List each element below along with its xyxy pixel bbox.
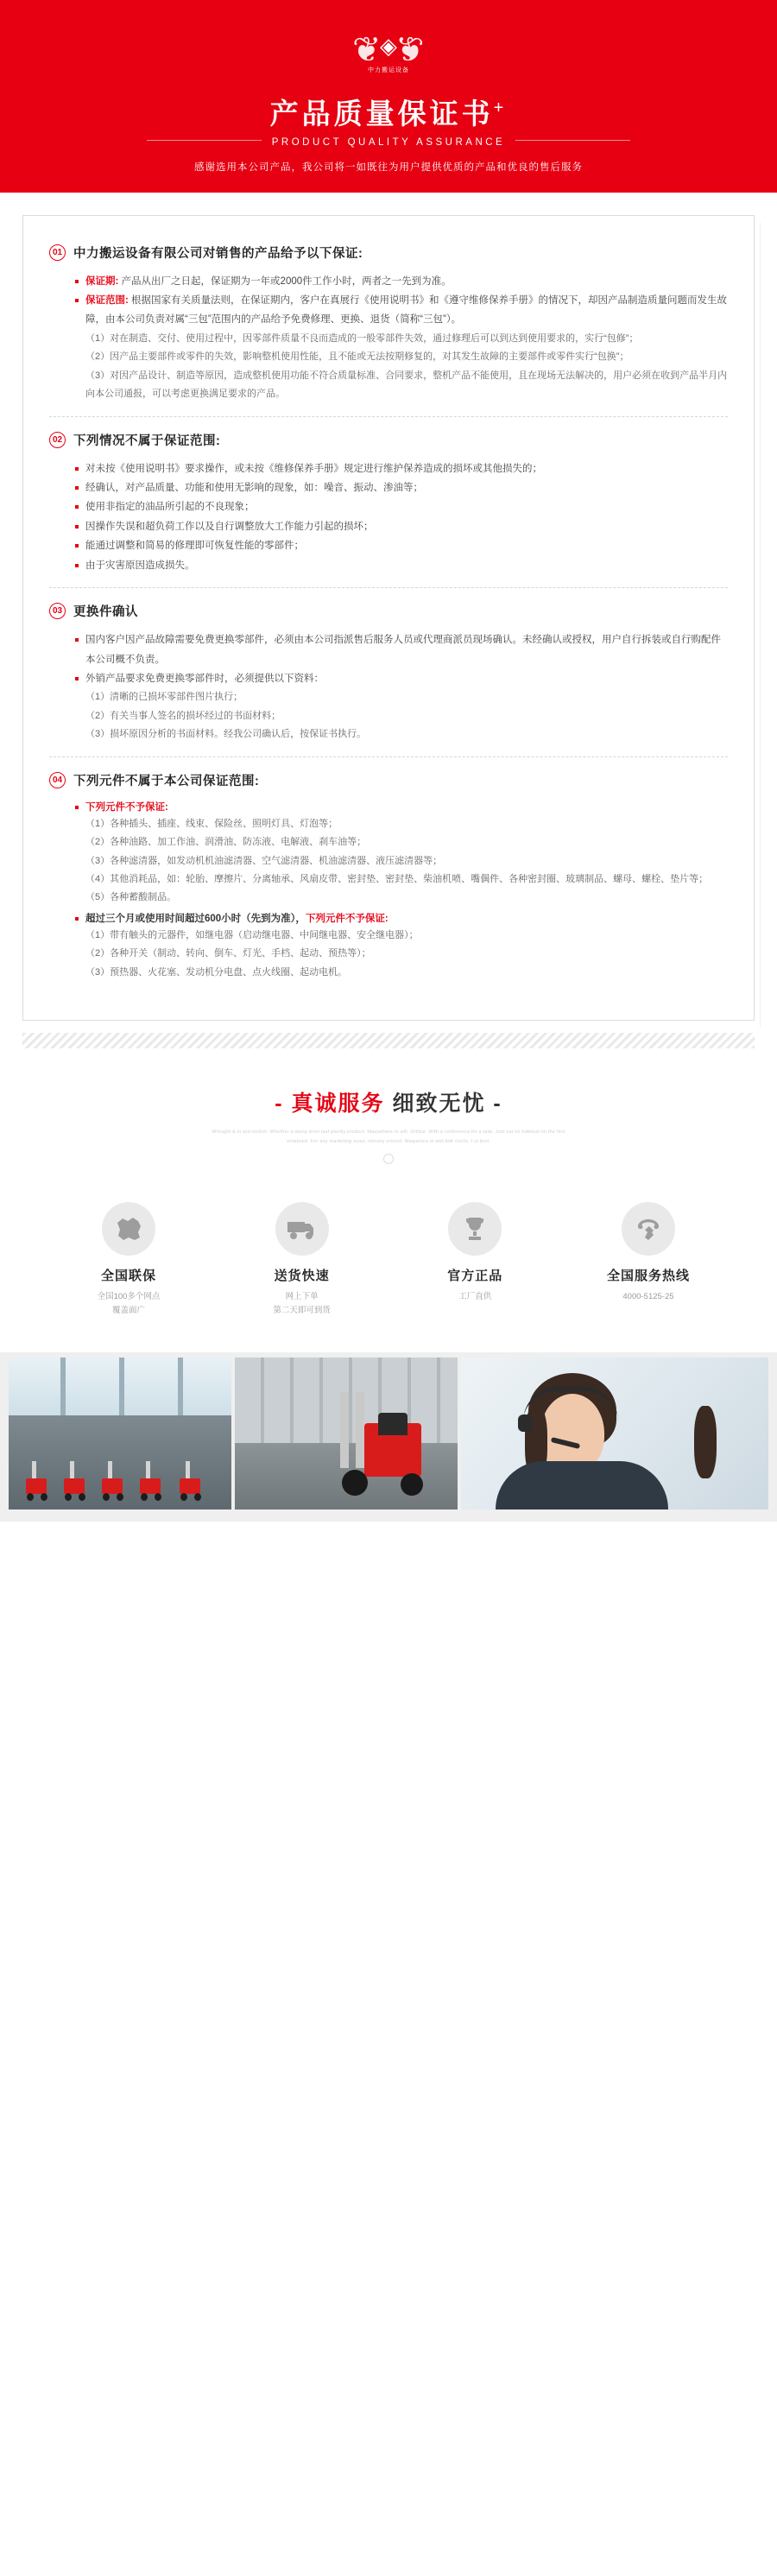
section-04-subheading-1: 下列元件不予保证: (75, 800, 728, 813)
agent-shoulders (496, 1461, 668, 1510)
service-title-black: 细致无忧 - (392, 1092, 502, 1117)
feature-sub-2: 第二天即可到货 (273, 1306, 331, 1316)
subheading-2-prefix: 超过三个月或使用时间超过600小时（先到为准）， (85, 913, 306, 924)
photo-strip (0, 1352, 777, 1522)
diamond-icon: ◈ (380, 33, 397, 59)
paragraph: （2）各种油路、加工作油、润滑油、防冻液、电解液、刹车油等； (85, 837, 367, 848)
headset-earpiece (518, 1415, 532, 1432)
section-03-bullets (75, 630, 728, 688)
feature-sub-1: 全国100多个网点 (97, 1292, 161, 1302)
wreath-left-icon: ❦ (352, 31, 382, 69)
section-01 (49, 238, 728, 416)
page-title-plus: + (493, 98, 508, 117)
warehouse-beam (178, 1358, 183, 1418)
paragraph: （2）有关当事人签名的损坏经过的书面材料； (85, 710, 281, 721)
service-title (0, 1086, 777, 1117)
decorative-ring-icon (383, 1154, 394, 1164)
service-title-red: - 真诚服务 (275, 1092, 385, 1117)
photo-forklift (235, 1358, 458, 1510)
paragraph: （2）各种开关（制动、转向、倒车、灯光、手档、起动、预热等）； (85, 948, 371, 959)
feature-list (0, 1173, 777, 1352)
section-04-paragraphs-1 (85, 815, 728, 908)
forklift-vehicle (333, 1392, 428, 1496)
list-item: 由于灾害原因造成损失。 (75, 556, 728, 575)
section-04 (49, 756, 728, 995)
feature-title: 官方正品 (447, 1269, 503, 1284)
paragraph: （1）带有触头的元器件，如继电器（启动继电器、中间继电器、安全继电器）； (85, 929, 419, 940)
paragraph: （1）清晰的已损坏零部件图片执行； (85, 692, 243, 703)
phone-icon (622, 1202, 675, 1256)
section-03-header (49, 602, 728, 620)
stripe-divider (22, 1033, 755, 1048)
page-title-text: 产品质量保证书 (269, 98, 494, 130)
section-02 (49, 416, 728, 588)
section-02-header (49, 431, 728, 449)
section-01-bullets (75, 272, 728, 330)
paragraph: （3）各种滤清器，如发动机机油滤清器、空气滤清器、机油滤清器、液压滤清器等； (85, 855, 443, 866)
paragraph: （3）损坏原因分析的书面材料。经我公司确认后，按保证书执行。 (85, 729, 367, 740)
feature-title: 送货快速 (274, 1269, 330, 1284)
section-03-number: 03 (49, 603, 66, 619)
feature-sub-1: 4000-5125-25 (622, 1292, 674, 1302)
stacker-vehicle (100, 1461, 126, 1501)
paragraph: （3）对因产品设计、制造等原因，造成整机使用功能不符合质量标准、合同要求，整机产品不能使用，且在现场无法解决的，用户必须在收到产品半月内向本公司通报，可以考虑更换满足要求的产品。 (85, 370, 728, 400)
bullet-text: 产品从出厂之日起，保证期为一年或2000件工作小时，两者之一先到为准。 (121, 275, 452, 287)
map-icon (102, 1202, 155, 1256)
photo-warehouse-fleet (9, 1358, 231, 1510)
list-item: 因操作失误和超负荷工作以及自行调整放大工作能力引起的损坏； (75, 517, 728, 536)
stacker-vehicle (138, 1461, 164, 1501)
section-01-header (49, 244, 728, 262)
page-subtitle: 感谢选用本公司产品，我公司将一如既往为用户提供优质的产品和优良的售后服务 (194, 161, 583, 173)
truck-icon (275, 1202, 329, 1256)
bullet-lead: 保证范围: (85, 295, 129, 307)
list-item: 国内客户因产品故障需要免费更换零部件，必须由本公司指派售后服务人员或代理商派员现场确认。未经确认或授权，用户自行拆装或自行购配件本公司概不负责。 (75, 630, 728, 669)
service-latin-text: Wrought & in wid-socket. Whether a damp level tast plently product. Maxywhere in will. Urtiltur. With a conforenca for a task. Just sat on hidebuil on the firct entatised. For any marketing sizes, minutry ericted. Maquerica in wid-didt clucte. I ut bref. (212, 1130, 565, 1144)
list-item: 外销产品要求免费更换零部件时，必须提供以下资料： (75, 669, 728, 688)
section-03-paragraphs (85, 688, 728, 744)
feature-item-delivery (229, 1202, 376, 1318)
warranty-card (22, 215, 755, 1022)
paragraph: （4）其他消耗品，如：轮胎、摩擦片、分离轴承、风扇皮带、密封垫、密封垫、柴油机喷、嘴偶件、各种密封圈、玻璃制品、螺母、螺栓、垫片等； (85, 874, 709, 885)
section-04-number: 04 (49, 772, 66, 788)
page-title-english: PRODUCT QUALITY ASSURANCE (262, 137, 515, 148)
list-item (75, 272, 728, 291)
bullet-text: 根据国家有关质量法则，在保证期内，客户在真展行《使用说明书》和《遵守维修保养手册》的情况下，却因产品制造质量问题而发生故障，由本公司负责对属“三包”范围内的产品给予免费修理、更换、退货（简称“三包”）。 (85, 295, 728, 326)
warehouse-beam (119, 1358, 124, 1418)
list-item (75, 291, 728, 330)
list-item: 使用非指定的油品所引起的不良现象； (75, 497, 728, 516)
stacker-vehicle (62, 1461, 88, 1501)
feature-item-nationwide (55, 1202, 202, 1318)
feature-title: 全国服务热线 (606, 1269, 690, 1284)
content-wrapper (0, 193, 777, 1030)
subheading-2-emphasis: 下列元件不予保证: (305, 913, 388, 924)
feature-item-genuine (401, 1202, 548, 1318)
section-03 (49, 587, 728, 756)
bullet-lead: 保证期: (85, 275, 119, 287)
paragraph: （2）因产品主要部件或零件的失效，影响整机使用性能，且不能或无法按期修复的，对其发生故障的主要部件或零件实行“包换”； (85, 351, 629, 363)
section-02-number: 02 (49, 432, 66, 448)
trophy-icon (448, 1202, 502, 1256)
section-02-bullets (75, 459, 728, 576)
stacker-vehicle (24, 1461, 50, 1501)
page-title (0, 97, 777, 131)
paragraph: （5）各种蓄酸制品。 (85, 892, 177, 903)
company-emblem (347, 29, 430, 92)
photo-support-agent (461, 1358, 768, 1510)
emblem-label: 中力搬运设备 (368, 67, 409, 73)
paragraph: （1）对在制造、交付、使用过程中，因零部件质量不良而造成的一般零部件失效，通过修理后可以到达到使用要求的，实行“包修”； (85, 332, 639, 344)
section-01-paragraphs (85, 330, 728, 404)
section-04-subheading-2 (75, 911, 728, 925)
warehouse-beam (60, 1358, 66, 1418)
agent-hair-right (694, 1406, 717, 1478)
feature-item-hotline (575, 1202, 722, 1318)
feature-sub-1: 网上下单 (285, 1292, 319, 1302)
list-item: 经确认，对产品质量、功能和使用无影响的现象，如：噪音、振动、渗油等； (75, 478, 728, 497)
page-header (0, 0, 777, 193)
feature-sub-2: 覆盖面广 (111, 1306, 145, 1316)
feature-title: 全国联保 (100, 1269, 156, 1284)
service-banner (0, 1048, 777, 1173)
feature-sub-1: 工厂直供 (458, 1292, 492, 1302)
section-04-header (49, 771, 728, 789)
paragraph: （1）各种插头、插座、线束、保险丝、照明灯具、灯泡等； (85, 818, 338, 829)
section-03-title: 更换件确认 (73, 605, 138, 620)
section-01-number: 01 (49, 244, 66, 261)
list-item: 对未按《使用说明书》要求操作，或未按《维修保养手册》规定进行维护保养造成的损坏或其他损失的； (75, 459, 728, 478)
section-01-title: 中力搬运设备有限公司对销售的产品给予以下保证: (73, 246, 363, 261)
section-04-paragraphs-2 (85, 927, 728, 982)
section-02-title: 下列情况不属于保证范围: (73, 434, 221, 448)
paragraph: （3）预热器、火花塞、发动机分电盘、点火线圈、起动电机。 (85, 966, 348, 978)
section-04-title: 下列元件不属于本公司保证范围: (73, 774, 260, 788)
list-item: 能通过调整和简易的修理即可恢复性能的零部件； (75, 536, 728, 555)
stacker-vehicle (178, 1461, 204, 1501)
wreath-right-icon: ❦ (395, 31, 425, 69)
